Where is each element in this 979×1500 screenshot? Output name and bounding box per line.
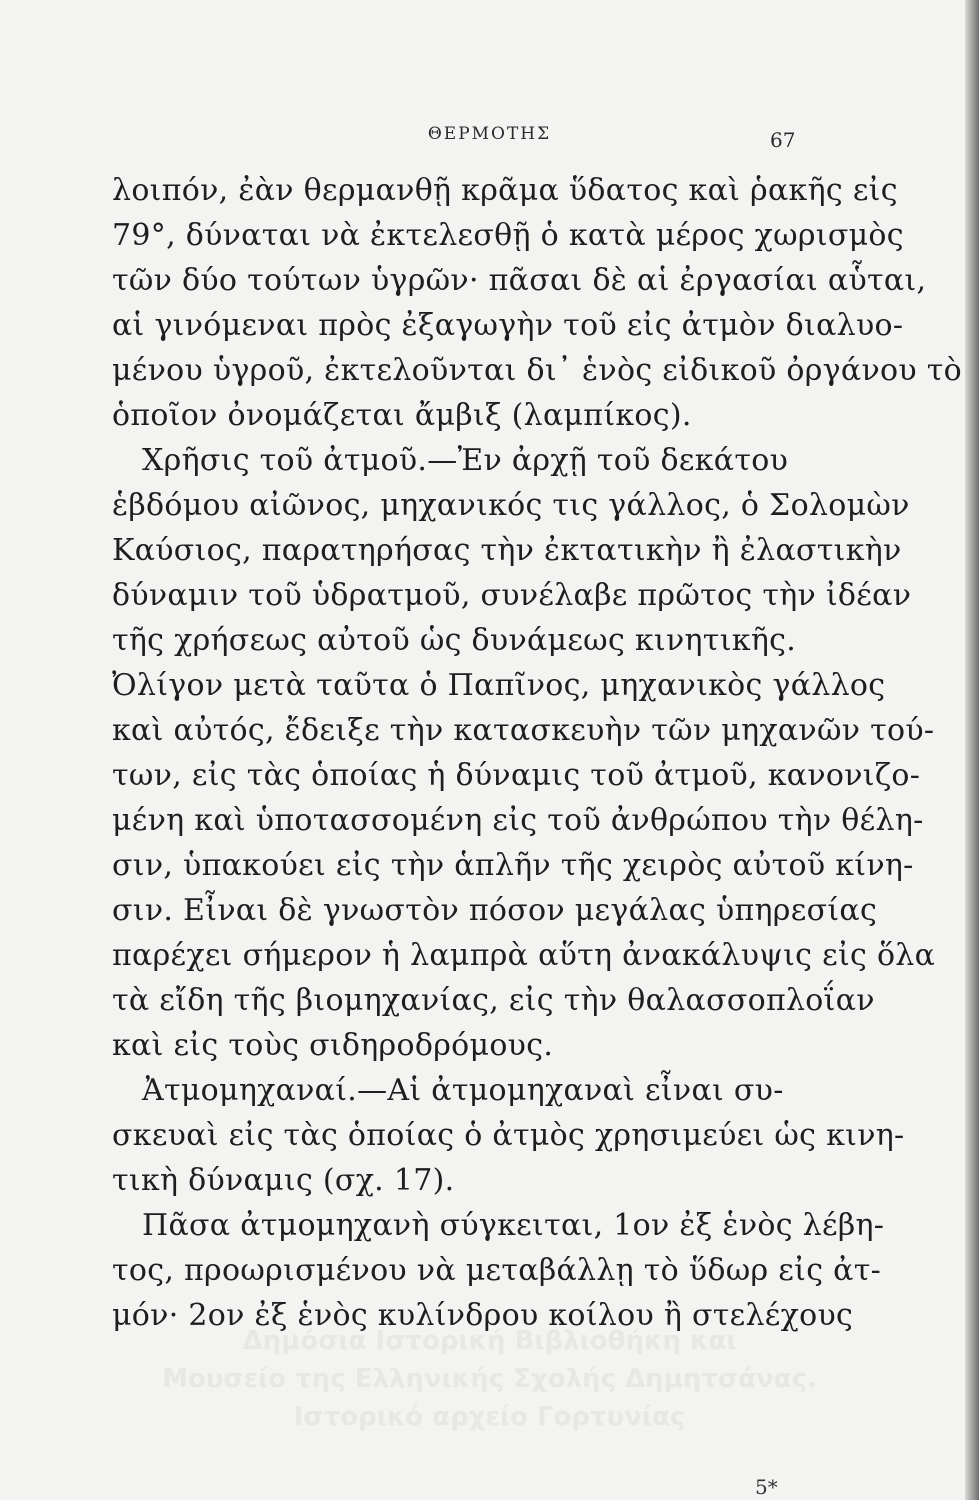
text-line: λοιπόν, ἐὰν θερμανθῇ κρᾶμα ὕδατος καὶ ῥακῆς εἰς — [112, 173, 898, 208]
text-line: των, εἰς τὰς ὁποίας ἡ δύναμις τοῦ ἀτμοῦ, κανονιζο- — [112, 758, 921, 793]
watermark-line: Ιστορικό αρχείο Γορτυνίας — [293, 1402, 686, 1432]
text-line: μένου ὑγροῦ, ἐκτελοῦνται δι᾽ ἑνὸς εἰδικοῦ ὀργάνου τὸ — [112, 353, 963, 388]
text-line: Ὀλίγον μετὰ ταῦτα ὁ Παπῖνος, μηχανικὸς γάλλος — [112, 668, 886, 703]
text-line: παρέχει σήμερον ἡ λαμπρὰ αὕτη ἀνακάλυψις εἰς ὅλα — [112, 938, 936, 973]
text-line: τῆς χρήσεως αὐτοῦ ὡς δυνάμεως κινητικῆς. — [112, 623, 797, 658]
text-line: μόν· 2ον ἐξ ἑνὸς κυλίνδρου κοίλου ἢ στελέχους — [112, 1298, 854, 1333]
text-line: Καύσιος, παρατηρήσας τὴν ἐκτατικὴν ἢ ἐλαστικὴν — [112, 533, 902, 568]
running-header-title: ΘΕΡΜΟΤΗΣ — [427, 124, 552, 144]
text-line: σκευαὶ εἰς τὰς ὁποίας ὁ ἀτμὸς χρησιμεύει ὡς κινη- — [112, 1118, 905, 1153]
text-line: σιν, ὑπακούει εἰς τὴν ἁπλῆν τῆς χειρὸς αὐτοῦ κίνη- — [112, 848, 914, 883]
text-line: τὰ εἴδη τῆς βιομηχανίας, εἰς τὴν θαλασσοπλοΐαν — [112, 983, 875, 1018]
text-line: τικὴ δύναμις (σχ. 17). — [112, 1163, 455, 1198]
text-line: τῶν δύο τούτων ὑγρῶν· πᾶσαι δὲ αἱ ἐργασίαι αὗται, — [112, 263, 927, 298]
page-number: 67 — [770, 128, 796, 152]
signature-mark: 5* — [755, 1475, 778, 1499]
text-line: ὁποῖον ὀνομάζεται ἄμβιξ (λαμπίκος). — [112, 398, 692, 433]
text-line: τος, προωρισμένου νὰ μεταβάλλῃ τὸ ὕδωρ εἰς ἀτ- — [112, 1253, 882, 1288]
text-line: σιν. Εἶναι δὲ γνωστὸν πόσον μεγάλας ὑπηρεσίας — [112, 893, 878, 928]
page-edge-shadow — [965, 0, 979, 1500]
text-line: 79°, δύναται νὰ ἐκτελεσθῇ ὁ κατὰ μέρος χωρισμὸς — [112, 218, 904, 253]
section-heading-line: Χρῆσις τοῦ ἀτμοῦ.—Ἐν ἀρχῇ τοῦ δεκάτου — [142, 443, 789, 478]
section-heading-line: Ἀτμομηχαναί.—Αἱ ἀτμομηχαναὶ εἶναι συ- — [142, 1073, 784, 1108]
text-line: αἱ γινόμεναι πρὸς ἐξαγωγὴν τοῦ εἰς ἀτμὸν διαλυο- — [112, 308, 904, 343]
text-line: μένη καὶ ὑποτασσομένη εἰς τοῦ ἀνθρώπου τὴν θέλη- — [112, 803, 924, 838]
text-line: καὶ εἰς τοὺς σιδηροδρόμους. — [112, 1028, 554, 1063]
text-line: καὶ αὐτός, ἔδειξε τὴν κατασκευὴν τῶν μηχανῶν τού- — [112, 713, 935, 748]
text-line: δύναμιν τοῦ ὑδρατμοῦ, συνέλαβε πρῶτος τὴν ἰδέαν — [112, 578, 912, 613]
text-line: Πᾶσα ἀτμομηχανὴ σύγκειται, 1ον ἐξ ἑνὸς λέβη- — [142, 1208, 885, 1243]
text-line: ἑβδόμου αἰῶνος, μηχανικός τις γάλλος, ὁ Σολομὼν — [112, 488, 910, 523]
watermark-line: Δημόσια Ιστορική Βιβλιοθήκη και — [242, 1326, 737, 1356]
watermark-line: Μουσείο της Ελληνικής Σχολής Δημητσάνας. — [162, 1364, 817, 1394]
